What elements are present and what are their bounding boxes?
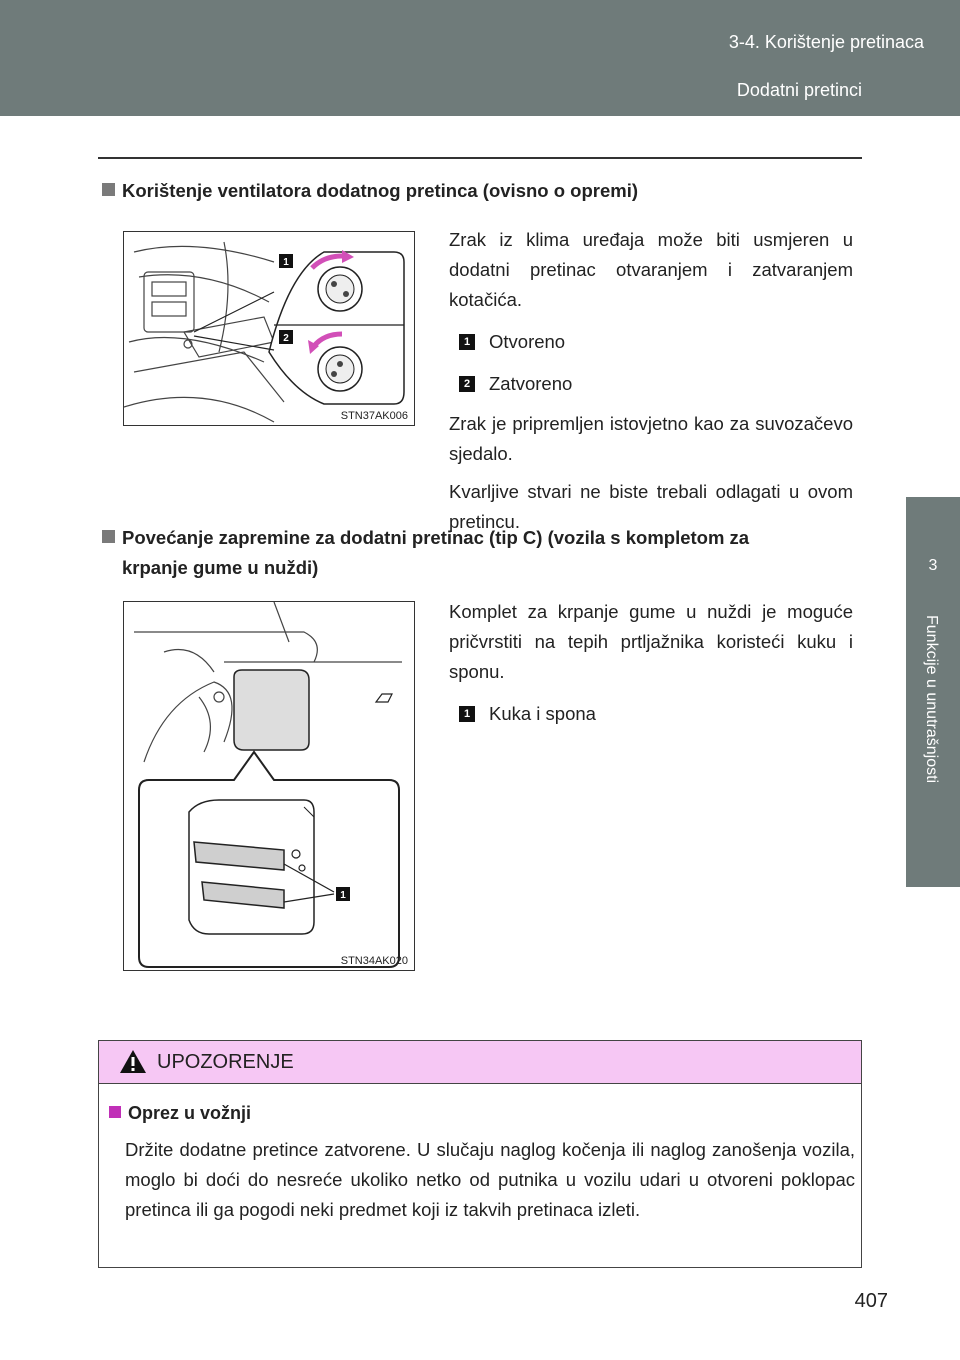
- item-label: Zatvoreno: [489, 373, 573, 394]
- bullet-square-icon: [109, 1106, 121, 1118]
- section1-intro: Zrak iz klima uređaja može biti usmjeren u dodatni pretinac otvaranjem i zatvaranjem kotačića.: [449, 229, 853, 310]
- list-item: [449, 327, 853, 357]
- warning-body: Držite dodatne pretince zatvorene. U slučaju naglog kočenja ili naglog zanošenja vozila, moglo bi doći do nesreće ukoliko netko od putnika u vozilu udari u otvoreni poklopac pretinca ili ga pogodi neki predmet koji iz takvih pretinaca izleti.: [125, 1139, 855, 1220]
- item-label: Otvoreno: [489, 331, 566, 352]
- callout-badge: 1: [459, 706, 475, 722]
- header-rule: [98, 157, 862, 159]
- section-title: Dodatni pretinci: [736, 80, 862, 100]
- section2-text: [449, 597, 853, 735]
- chapter-label: Funkcije u unutrašnjosti: [923, 615, 940, 784]
- warning-box: [98, 1040, 862, 1268]
- section1-para2: Zrak je pripremljen istovjetno kao za suvozačevo sjedalo.: [449, 413, 853, 464]
- figure-repair-kit: [123, 601, 415, 971]
- chapter-title: 3-4. Korištenje pretinaca: [728, 32, 924, 52]
- warning-subheading: Oprez u vožnji: [109, 1103, 251, 1124]
- repair-kit-illustration: [124, 602, 416, 972]
- chapter-number: 3: [928, 557, 938, 574]
- figure-code: STN37AK006: [340, 410, 408, 422]
- section1-para3: Kvarljive stvari ne biste trebali odlagati u ovom pretincu.: [449, 481, 853, 532]
- section2-heading: Povećanje zapremine za dodatni pretinac (tip C) (vozila s kompletom za krpanje gume u nuždi): [102, 523, 749, 583]
- section1-heading: Korištenje ventilatora dodatnog pretinca (ovisno o opremi): [102, 176, 638, 206]
- callout-badge: 2: [459, 376, 475, 392]
- bullet-square-icon: [102, 183, 115, 196]
- warning-triangle-icon: [119, 1048, 147, 1074]
- figure-code: STN34AK020: [340, 955, 408, 967]
- figure-fan-dial: [123, 231, 415, 426]
- list-item: [449, 369, 853, 399]
- item-label: Kuka i spona: [489, 703, 596, 724]
- list-item: [449, 699, 853, 729]
- fan-dial-illustration: [124, 232, 416, 427]
- section1-text: [449, 225, 853, 545]
- bullet-square-icon: [102, 530, 115, 543]
- page-header: [0, 0, 960, 116]
- callout-2-label: 2: [283, 333, 289, 344]
- warning-header: [99, 1041, 861, 1084]
- callout-1-label: 1: [283, 257, 289, 268]
- section2-intro: Komplet za krpanje gume u nuždi je moguće pričvrstiti na tepih prtljažnika koristeći kuku i sponu.: [449, 601, 853, 682]
- warning-title: UPOZORENJE: [157, 1051, 294, 1073]
- callout-badge: 1: [459, 334, 475, 350]
- chapter-side-tab: [906, 497, 960, 887]
- callout-1-label: 1: [340, 890, 346, 901]
- page-number: 407: [854, 1290, 888, 1312]
